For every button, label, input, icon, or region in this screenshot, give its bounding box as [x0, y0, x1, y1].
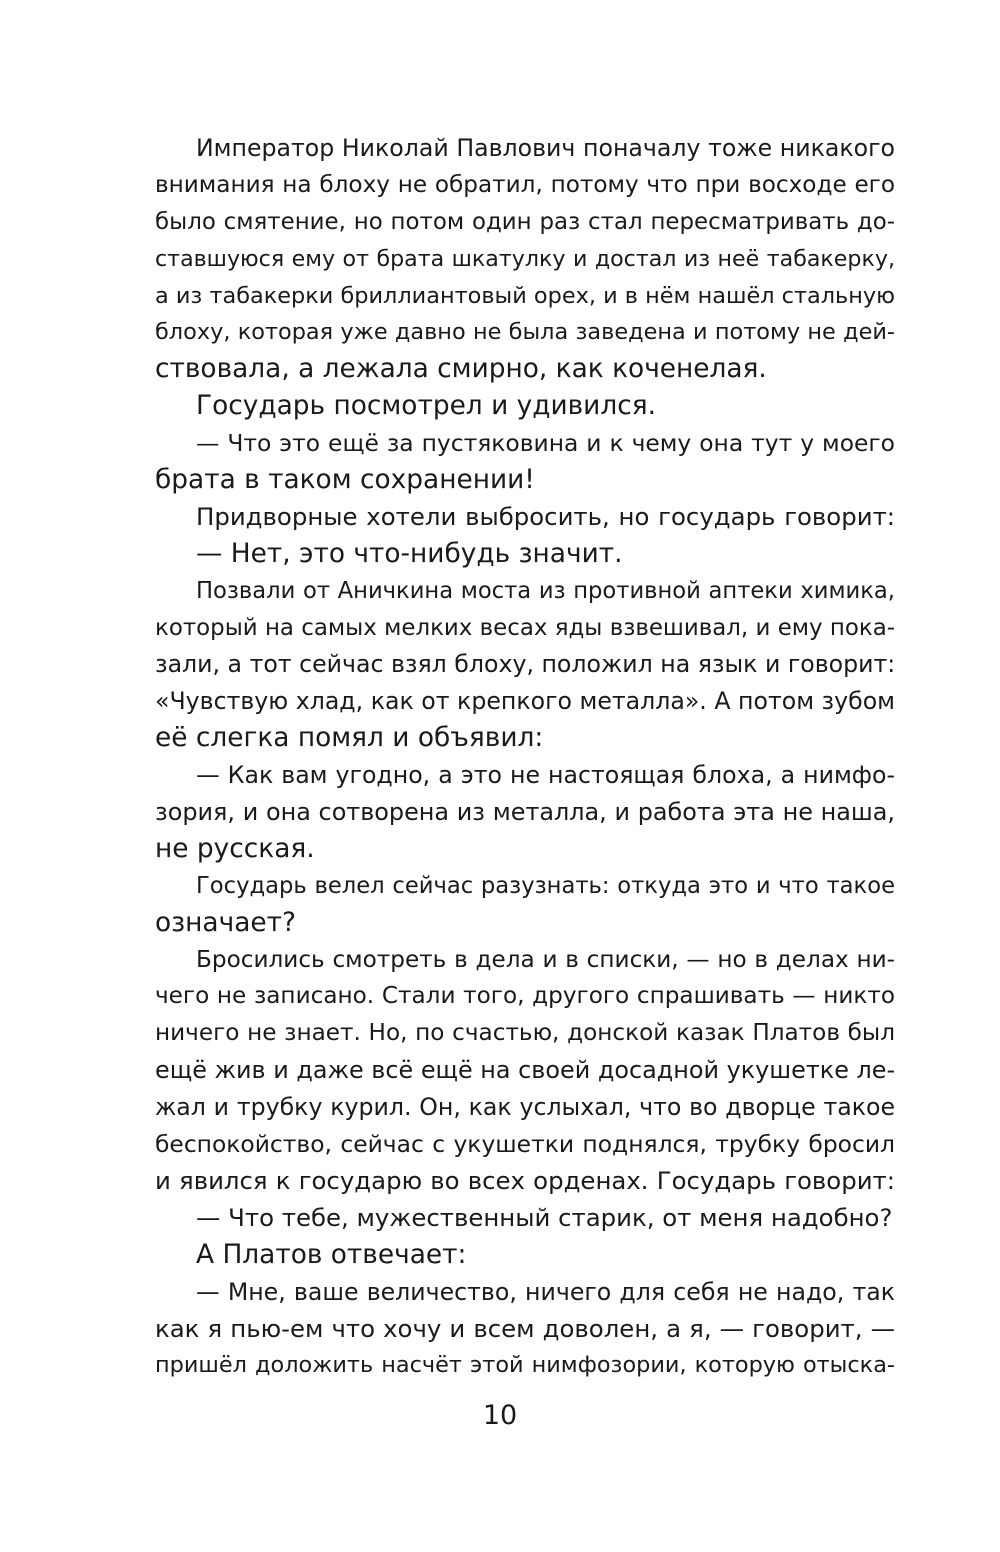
text-line: ставшуюся ему от брата шкатулку и достал из неё табакерку, [155, 245, 895, 272]
text-line: Бросились смотреть в дела и в списки, — но в делах ни- [196, 946, 895, 973]
page-number: 10 [482, 1400, 518, 1431]
text-line: который на самых мелких весах яды взвешивал, и ему пока- [155, 614, 895, 641]
text-line: внимания на блоху не обратил, потому что при восходе его [155, 171, 895, 198]
text-line: брата в таком сохранении! [155, 464, 535, 496]
text-line: зория, и она сотворена из металла, и работа эта не наша, [155, 798, 895, 827]
body-text [155, 130, 895, 1384]
text-line: — Что тебе, мужественный старик, от меня надобно? [196, 1202, 893, 1232]
text-line: Позвали от Аничкина моста из противной аптеки химика, [196, 577, 895, 604]
text-line: её слегка помял и объявил: [155, 722, 544, 754]
text-line: беспокойство, сейчас с укушетки поднялся, трубку бросил [155, 1130, 895, 1159]
text-line: ствовала, а лежала смирно, как коченелая. [155, 353, 767, 385]
text-line: жал и трубку курил. Он, как услыхал, что во дворце такое [155, 1093, 895, 1122]
text-line: Император Николай Павлович поначалу тоже никакого [196, 134, 895, 162]
text-line: А Платов отвечает: [196, 1238, 467, 1270]
text-line: пришёл доложить насчёт этой нимфозории, которую отыска- [155, 1352, 895, 1379]
text-line: чего не записано. Стали того, другого спрашивать — никто [155, 983, 895, 1010]
text-line: Государь велел сейчас разузнать: откуда это и что такое [196, 872, 895, 899]
text-line: Придворные хотели выбросить, но государь говорит: [196, 501, 895, 531]
text-line: и явился к государю во всех орденах. Государь говорит: [155, 1165, 895, 1195]
text-line: ещё жив и даже всё ещё на своей досадной укушетке ле- [155, 1056, 896, 1085]
text-line: а из табакерки бриллиантовый орех, и в нём нашёл стальную [155, 282, 895, 309]
text-line: зали, а тот сейчас взял блоху, положил на язык и говорит: [155, 650, 896, 679]
text-line: было смятение, но потом один раз стал пересматривать до- [155, 208, 895, 235]
text-line: означает? [155, 906, 296, 938]
text-line: — Как вам угодно, а это не настоящая блоха, а нимфо- [196, 761, 895, 790]
text-line: как я пью-ем что хочу и всем доволен, а я, — говорит, — [155, 1313, 895, 1343]
text-line: ничего не знает. Но, по счастью, донской казак Платов был [155, 1020, 895, 1047]
text-line: не русская. [155, 832, 315, 864]
text-line: Государь посмотрел и удивился. [196, 390, 656, 422]
text-line: «Чувствую хлад, как от крепкого металла». А потом зубом [155, 687, 895, 716]
text-line: — Что это ещё за пустяковина и к чему она тут у моего [196, 429, 895, 458]
text-line: блоху, которая уже давно не была заведена и потому не дей- [155, 319, 895, 346]
text-line: — Нет, это что-нибудь значит. [196, 537, 623, 569]
text-line: — Мне, ваше величество, ничего для себя не надо, так [196, 1277, 895, 1306]
